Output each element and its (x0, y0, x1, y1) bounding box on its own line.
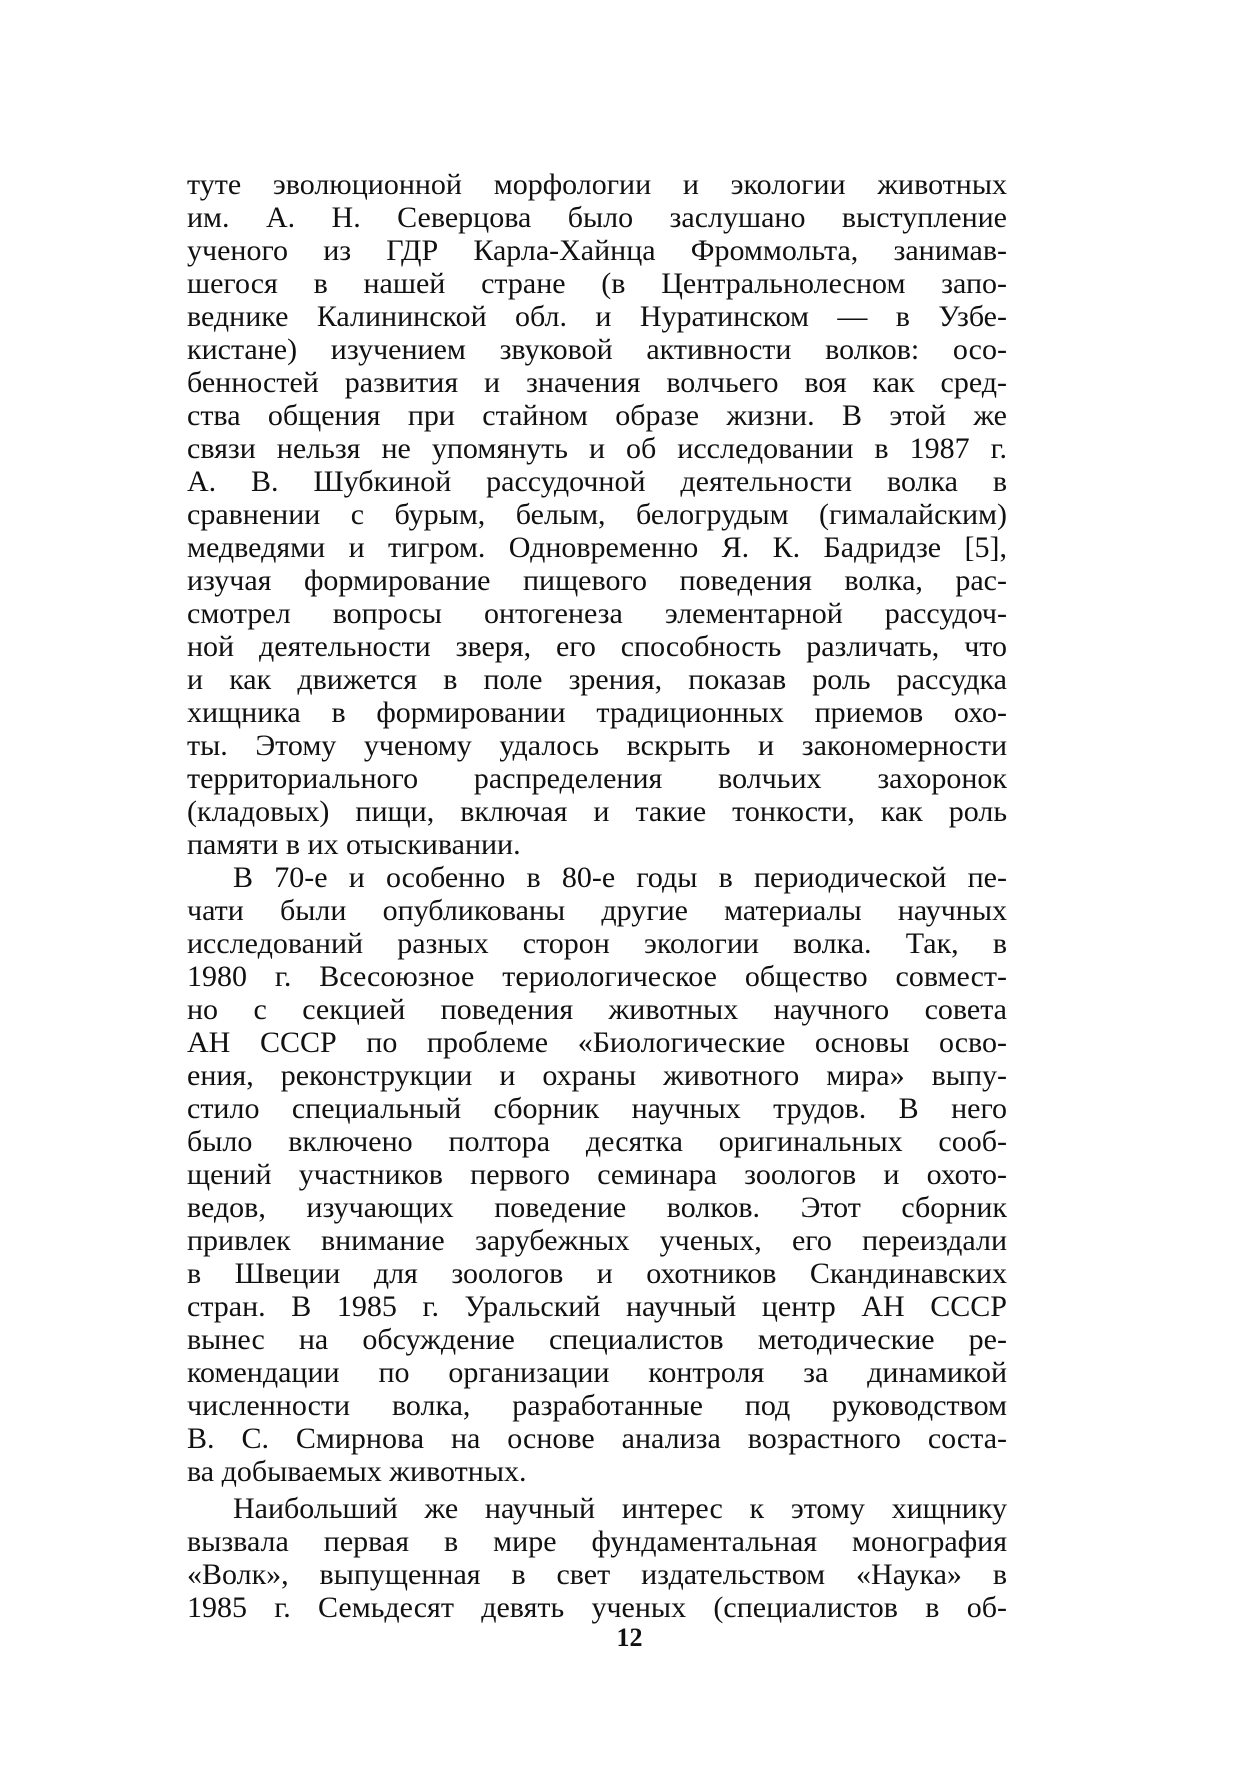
text-line: ства общения при стайном образе жизни. В этой же (187, 399, 1007, 432)
text-line: хищника в формировании традиционных приемов охо- (187, 696, 1007, 729)
text-line: щений участников первого семинара зоологов и охото- (187, 1158, 1007, 1191)
text-line: стило специальный сборник научных трудов. В него (187, 1092, 1007, 1125)
text-line: смотрел вопросы онтогенеза элементарной рассудоч- (187, 597, 1007, 630)
text-line: ведов, изучающих поведение волков. Этот сборник (187, 1191, 1007, 1224)
text-line: было включено полтора десятка оригинальных сооб- (187, 1125, 1007, 1158)
text-line: сравнении с бурым, белым, белогрудым (гималайским) (187, 498, 1007, 531)
text-line: 1985 г. Семьдесят девять ученых (специалистов в об- (187, 1591, 1007, 1624)
text-line: АН СССР по проблеме «Биологические основы осво- (187, 1026, 1007, 1059)
text-line: численности волка, разработанные под руководством (187, 1389, 1007, 1422)
text-line: «Волк», выпущенная в свет издательством «Наука» в (187, 1558, 1007, 1591)
text-line: стран. В 1985 г. Уральский научный центр АН СССР (187, 1290, 1007, 1323)
text-line: но с секцией поведения животных научного совета (187, 993, 1007, 1026)
text-line: в Швеции для зоологов и охотников Скандинавских (187, 1257, 1007, 1290)
text-line: туте эволюционной морфологии и экологии животных (187, 168, 1007, 201)
text-line: веднике Калининской обл. и Нуратинском — в Узбе- (187, 300, 1007, 333)
text-line: медведями и тигром. Одновременно Я. К. Бадридзе [5], (187, 531, 1007, 564)
text-line: ной деятельности зверя, его способность различать, что (187, 630, 1007, 663)
text-line: кистане) изучением звуковой активности волков: осо- (187, 333, 1007, 366)
text-line: (кладовых) пищи, включая и такие тонкости, как роль (187, 795, 1007, 828)
text-line: шегося в нашей стране (в Центральнолесном запо- (187, 267, 1007, 300)
page-number: 12 (616, 1623, 643, 1652)
paragraph-start-line: В 70-е и особенно в 80-е годы в периодической пе- (233, 861, 1007, 894)
text-line: и как движется в поле зрения, показав роль рассудка (187, 663, 1007, 696)
text-line: ения, реконструкции и охраны животного мира» выпу- (187, 1059, 1007, 1092)
text-line: вызвала первая в мире фундаментальная монография (187, 1525, 1007, 1558)
text-line: чати были опубликованы другие материалы научных (187, 894, 1007, 927)
text-line: 1980 г. Всесоюзное териологическое общество совмест- (187, 960, 1007, 993)
text-line: В. С. Смирнова на основе анализа возрастного соста- (187, 1422, 1007, 1455)
text-line: ты. Этому ученому удалось вскрыть и закономерности (187, 729, 1007, 762)
text-line: привлек внимание зарубежных ученых, его переиздали (187, 1224, 1007, 1257)
text-line: ученого из ГДР Карла-Хайнца Фроммольта, занимав- (187, 234, 1007, 267)
text-line: связи нельзя не упомянуть и об исследовании в 1987 г. (187, 432, 1007, 465)
text-line: территориального распределения волчьих захоронок (187, 762, 1007, 795)
paragraph-start-line: Наибольший же научный интерес к этому хищнику (233, 1492, 1007, 1525)
text-line: им. А. Н. Северцова было заслушано выступление (187, 201, 1007, 234)
text-line: изучая формирование пищевого поведения волка, рас- (187, 564, 1007, 597)
text-line: бенностей развития и значения волчьего воя как сред- (187, 366, 1007, 399)
text-line: ва добываемых животных. (187, 1455, 527, 1488)
text-line: вынес на обсуждение специалистов методические ре- (187, 1323, 1007, 1356)
text-line: А. В. Шубкиной рассудочной деятельности волка в (187, 465, 1007, 498)
text-line: комендации по организации контроля за динамикой (187, 1356, 1007, 1389)
text-line: исследований разных сторон экологии волка. Так, в (187, 927, 1007, 960)
text-line: памяти в их отыскивании. (187, 828, 521, 861)
